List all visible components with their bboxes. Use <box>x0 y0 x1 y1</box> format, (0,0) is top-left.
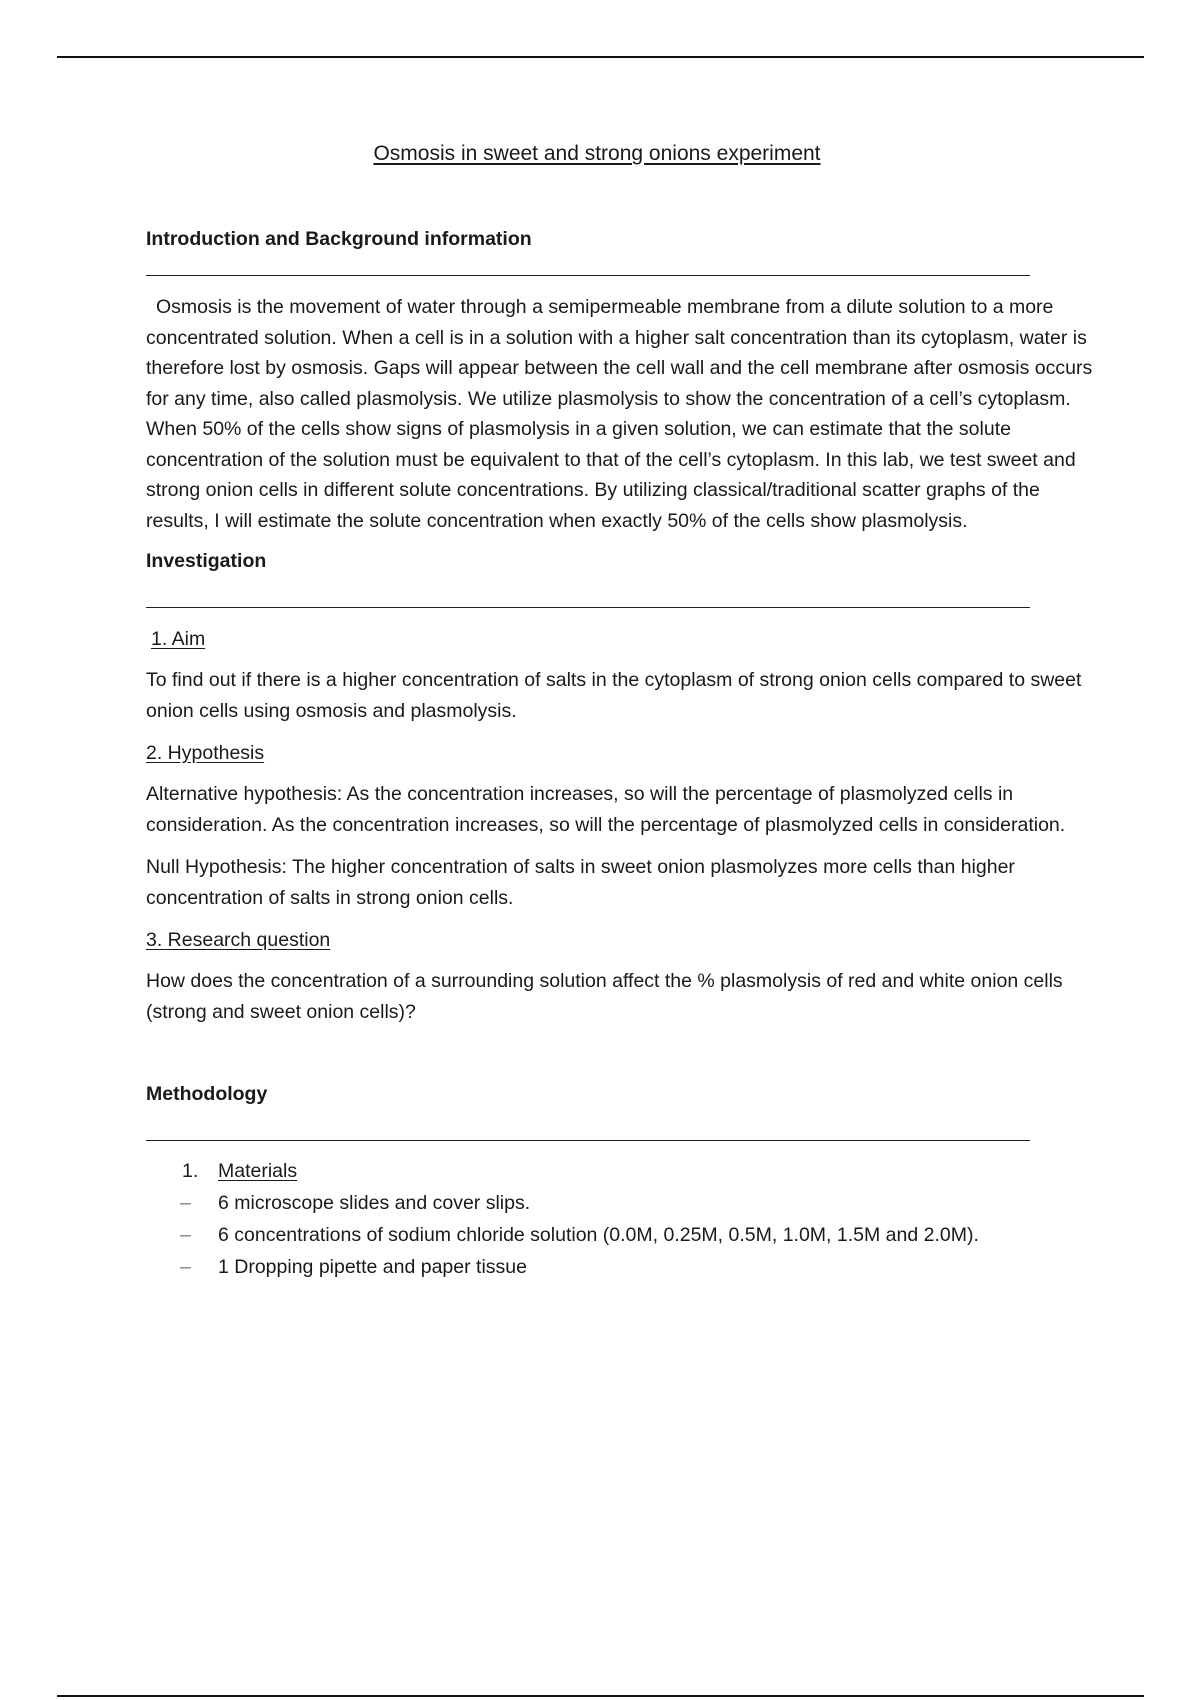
page-bottom-rule <box>57 1695 1144 1697</box>
hypothesis-heading: 2. Hypothesis <box>146 742 265 764</box>
aim-heading: 1. Aim <box>151 628 206 650</box>
material-item: 6 microscope slides and cover slips. <box>218 1192 531 1214</box>
list-item <box>146 1187 1096 1219</box>
introduction-heading: Introduction and Background information <box>146 228 532 250</box>
list-item <box>146 1251 1096 1283</box>
material-item: 6 concentrations of sodium chloride solution (0.0M, 0.25M, 0.5M, 1.0M, 1.5M and 2.0M). <box>218 1224 979 1246</box>
investigation-heading: Investigation <box>146 550 267 572</box>
bullet-dash: – <box>180 1224 191 1246</box>
material-item: 1 Dropping pipette and paper tissue <box>218 1256 527 1278</box>
document-title: Osmosis in sweet and strong onions experiment <box>373 142 821 165</box>
null-hypothesis-paragraph: Null Hypothesis: The higher concentration of salts in sweet onion plasmolyzes more cells than higher concentration of salts in strong onion cells. <box>146 856 1015 909</box>
materials-list <box>146 1155 1096 1283</box>
methodology-heading: Methodology <box>146 1083 268 1105</box>
page-top-rule <box>57 56 1144 58</box>
bullet-dash: – <box>180 1192 191 1214</box>
bullet-dash: – <box>180 1256 191 1278</box>
research-question-paragraph: How does the concentration of a surrounding solution affect the % plasmolysis of red and white onion cells (strong and sweet onion cells)? <box>146 970 1063 1023</box>
introduction-paragraph: Osmosis is the movement of water through a semipermeable membrane from a dilute solution to a more concentrated solution. When a cell is in a solution with a higher salt concentration than its cytoplasm, water is therefore lost by osmosis. Gaps will appear between the cell wall and the cell membrane after osmosis occurs for any time, also called plasmolysis. We utilize plasmolysis to show the concentration of a cell’s cytoplasm. When 50% of the cells show signs of plasmolysis in a given solution, we can estimate that the solute concentration of the solution must be equivalent to that of the cell’s cytoplasm. In this lab, we test sweet and strong onion cells in different solute concentrations. By utilizing classical/traditional scatter graphs of the results, I will estimate the solute concentration when exactly 50% of the cells show plasmolysis. <box>146 296 1093 532</box>
list-item <box>146 1219 1096 1251</box>
alternative-hypothesis-paragraph: Alternative hypothesis: As the concentration increases, so will the percentage of plasmolyzed cells in consideration. As the concentration increases, so will the percentage of plasmolyzed cells in consideration. <box>146 783 1066 836</box>
aim-paragraph: To find out if there is a higher concentration of salts in the cytoplasm of strong onion cells compared to sweet onion cells using osmosis and plasmolysis. <box>146 669 1082 722</box>
materials-number: 1. <box>182 1160 199 1182</box>
materials-heading-line <box>146 1155 1096 1187</box>
document-body <box>146 142 1096 1283</box>
materials-heading: Materials <box>218 1160 298 1182</box>
research-question-heading: 3. Research question <box>146 929 331 951</box>
